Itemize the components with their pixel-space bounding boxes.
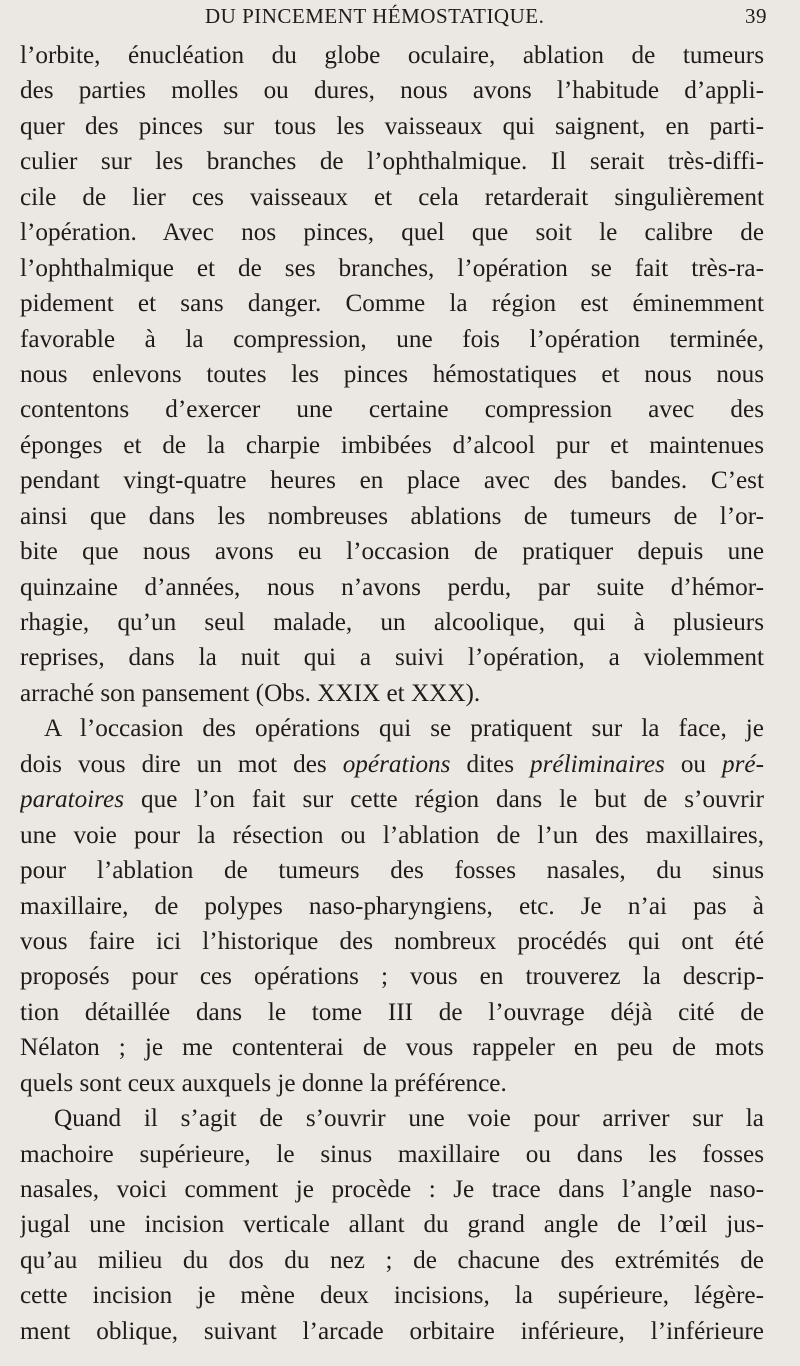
text-line: l’orbite, énucléation du globe oculaire, ablation de tumeurs — [20, 42, 764, 69]
text-line: l’opération. Avec nos pinces, quel que soit le calibre de — [20, 219, 764, 247]
text-line: arraché son pansement (Obs. XXIX et XXX). — [20, 679, 481, 707]
text-line: ainsi que dans les nombreuses ablations de tumeurs de l’or- — [20, 502, 764, 530]
text-line: quels sont ceux auxquels je donne la préférence. — [20, 1069, 507, 1097]
text-line: nous enlevons toutes les pinces hémostatiques et nous nous — [20, 360, 764, 388]
text-line: qu’au milieu du dos du nez ; de chacune des extrémités de — [20, 1246, 764, 1274]
text-line: des parties molles ou dures, nous avons l’habitude d’appli- — [20, 77, 764, 105]
text-segment: ou — [664, 750, 723, 778]
text-line: cette incision je mène deux incisions, la supérieure, légère- — [20, 1282, 764, 1310]
text-line: nasales, voici comment je procède : Je trace dans l’angle naso- — [20, 1176, 764, 1203]
text-line: Nélaton ; je me contenterai de vous rappeler en peu de mots — [20, 1034, 764, 1062]
text-segment: dois vous dire un mot des — [20, 750, 343, 778]
text-segment: que l’on fait sur cette région dans le but de s’ouvrir — [124, 786, 764, 814]
text-line: pour l’ablation de tumeurs des fosses nasales, du sinus — [20, 857, 764, 885]
text-line: maxillaire, de polypes naso-pharyngiens, etc. Je n’ai pas à — [20, 892, 764, 920]
body-text — [20, 38, 764, 1349]
text-line: quer des pinces sur tous les vaisseaux qui saignent, en parti- — [20, 112, 764, 140]
italic-term: opérations — [342, 750, 451, 778]
text-line: culier sur les branches de l’ophthalmique. Il serait très-diffi- — [20, 148, 764, 176]
text-line: rhagie, qu’un seul malade, un alcoolique, qui à plusieurs — [20, 609, 764, 636]
italic-term: préliminaires — [530, 750, 665, 778]
text-line: proposés pour ces opérations ; vous en trouverez la descrip- — [20, 963, 764, 991]
page-number: 39 — [745, 4, 767, 28]
text-line: éponges et de la charpie imbibées d’alcool pur et maintenues — [20, 431, 764, 459]
running-header — [0, 4, 800, 32]
text-line: pidement et sans danger. Comme la région est éminemment — [20, 290, 764, 318]
text-line: tion détaillée dans le tome III de l’ouvrage déjà cité de — [20, 998, 764, 1026]
text-line: favorable à la compression, une fois l’opération terminée, — [20, 325, 764, 353]
paragraph-start-line: Quand il s’agit de s’ouvrir une voie pour arriver sur la — [54, 1105, 764, 1133]
text-line: machoire supérieure, le sinus maxillaire ou dans les fosses — [20, 1140, 764, 1168]
italic-term: pré- — [722, 750, 764, 778]
text-segment: dites — [450, 750, 531, 778]
text-line-with-italics — [20, 782, 764, 817]
paragraph-start-line: A l’occasion des opérations qui se pratiquent sur la face, je — [44, 715, 764, 743]
text-line: bite que nous avons eu l’occasion de pratiquer depuis une — [20, 538, 764, 566]
text-line: l’ophthalmique et de ses branches, l’opération se fait très-ra- — [20, 254, 764, 282]
running-title: DU PINCEMENT HÉMOSTATIQUE. — [205, 4, 545, 28]
text-line: vous faire ici l’historique des nombreux procédés qui ont été — [20, 927, 764, 955]
text-line: cile de lier ces vaisseaux et cela retarderait singulièrement — [20, 183, 764, 211]
text-line-with-italics — [20, 747, 764, 782]
text-line: ment oblique, suivant l’arcade orbitaire inférieure, l’inférieure — [20, 1317, 764, 1345]
text-line: jugal une incision verticale allant du grand angle de l’œil jus- — [20, 1211, 764, 1239]
text-line: reprises, dans la nuit qui a suivi l’opération, a violemment — [20, 644, 764, 672]
text-line: quinzaine d’années, nous n’avons perdu, par suite d’hémor- — [20, 573, 764, 601]
text-line: pendant vingt-quatre heures en place avec des bandes. C’est — [20, 467, 764, 495]
text-line: contentons d’exercer une certaine compression avec des — [20, 396, 764, 424]
italic-term: paratoires — [20, 786, 125, 814]
text-line: une voie pour la résection ou l’ablation de l’un des maxillaires, — [20, 821, 764, 849]
